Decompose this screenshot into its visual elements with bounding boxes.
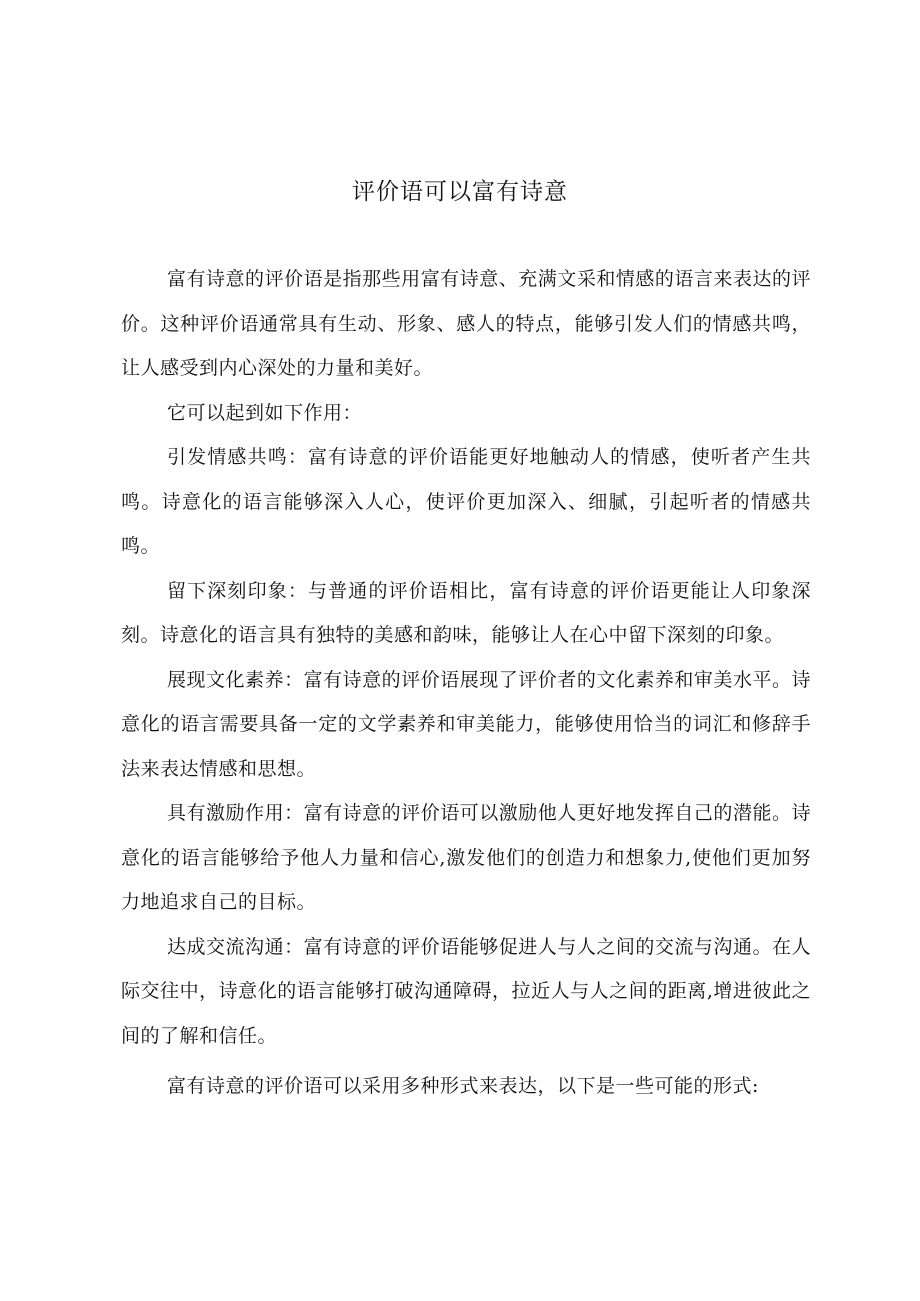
document-body — [121, 257, 811, 1109]
paragraph-communication: 达成交流沟通：富有诗意的评价语能够促进人与人之间的交流与沟通。在人际交往中，诗意化的语言能够打破沟通障碍，拉近人与人之间的距离,增进彼此之间的了解和信任。 — [121, 935, 811, 1047]
paragraph-intro: 富有诗意的评价语是指那些用富有诗意、充满文采和情感的语言来表达的评价。这种评价语通常具有生动、形象、感人的特点，能够引发人们的情感共鸣，让人感受到内心深处的力量和美好。 — [121, 268, 811, 379]
paragraph-emotional-resonance: 引发情感共鸣：富有诗意的评价语能更好地触动人的情感，使听者产生共鸣。诗意化的语言能够深入人心，使评价更加深入、细腻，引起听者的情感共鸣。 — [121, 446, 811, 557]
paragraph-lasting-impression: 留下深刻印象：与普通的评价语相比，富有诗意的评价语更能让人印象深刻。诗意化的语言具有独特的美感和韵味，能够让人在心中留下深刻的印象。 — [121, 579, 811, 646]
paragraph-functions-lead: 它可以起到如下作用： — [167, 401, 363, 424]
paragraph-forms-lead: 富有诗意的评价语可以采用多种形式来表达，以下是一些可能的形式: — [167, 1075, 759, 1097]
paragraph-motivation: 具有激励作用：富有诗意的评价语可以激励他人更好地发挥自己的潜能。诗意化的语言能够给予他人力量和信心,激发他们的创造力和想象力,使他们更加努力地追求自己的目标。 — [121, 802, 811, 913]
document-title: 评价语可以富有诗意 — [352, 179, 568, 205]
paragraph-cultural-literacy: 展现文化素养：富有诗意的评价语展现了评价者的文化素养和审美水平。诗意化的语言需要具备一定的文学素养和审美能力，能够使用恰当的词汇和修辞手法来表达情感和思想。 — [121, 668, 811, 780]
